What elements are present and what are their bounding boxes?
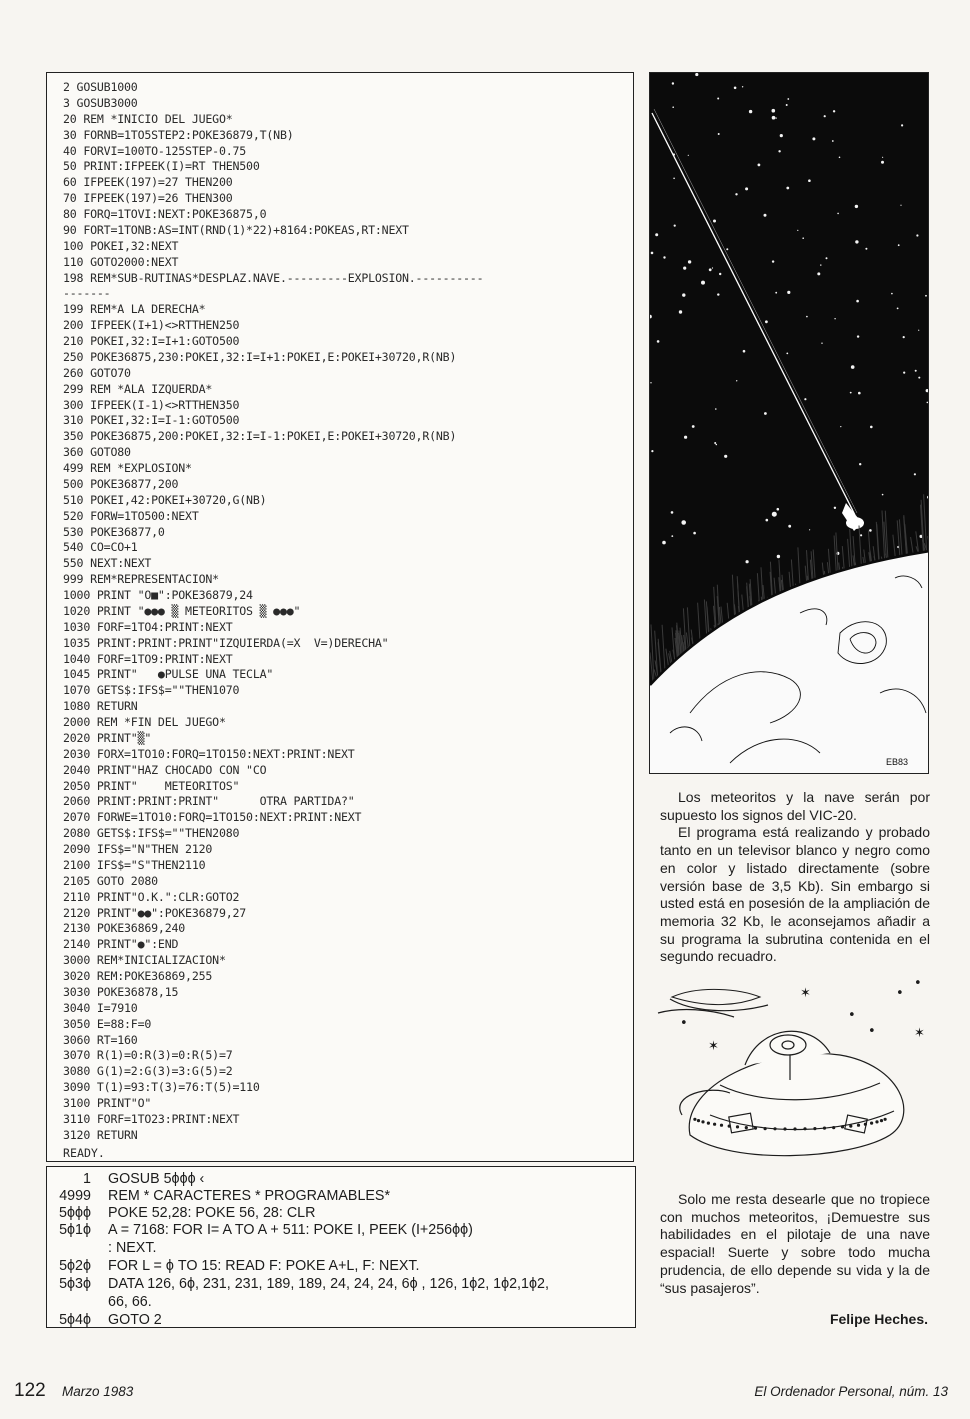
line-number: 5ϕ2ϕ xyxy=(59,1258,91,1274)
closing-text xyxy=(660,1191,930,1297)
code-line: 2140 PRINT"●":END xyxy=(63,937,179,952)
code-line: 3 GOSUB3000 xyxy=(63,95,138,110)
line-code: FOR L = ϕ TO 15: READ F: POKE A+L, F: NEXT. xyxy=(108,1258,420,1274)
code-line: 2090 IFS$="N"THEN 2120 xyxy=(63,842,213,856)
meteor-scene-svg xyxy=(650,73,929,774)
code-line: 3000 REM*INICIALIZACION* xyxy=(63,953,226,968)
magazine-title: El Ordenador Personal, núm. 13 xyxy=(754,1384,948,1399)
ready-prompt: READY. xyxy=(63,1146,105,1160)
svg-text:•: • xyxy=(848,1008,856,1023)
svg-text:✶: ✶ xyxy=(708,1039,719,1054)
code-line: 300 IFPEEK(I-1)<>RTTHEN350 xyxy=(63,397,240,412)
code-line: 50 PRINT:IFPEEK(I)=RT THEN500 xyxy=(63,159,260,174)
code-line: 2100 IFS$="S"THEN2110 xyxy=(63,857,206,872)
code-line: 3080 G(1)=2:G(3)=3:G(5)=2 xyxy=(63,1064,233,1079)
code-line: 3120 RETURN xyxy=(63,1127,138,1142)
issue-date: Marzo 1983 xyxy=(62,1384,134,1399)
caption-text xyxy=(660,789,930,966)
line-code: : NEXT. xyxy=(108,1240,157,1256)
code-line: 360 GOTO80 xyxy=(63,445,131,460)
code-line: 3090 T(1)=93:T(3)=76:T(5)=110 xyxy=(63,1080,260,1095)
code-line: 2030 FORX=1TO10:FORQ=1TO150:NEXT:PRINT:NEXT xyxy=(63,746,355,761)
code-line: 30 FORNB=1TO5STEP2:POKE36879,T(NB) xyxy=(63,127,294,142)
code-line: 3110 FORF=1TO23:PRINT:NEXT xyxy=(63,1111,240,1126)
code-line: 60 IFPEEK(197)=27 THEN200 xyxy=(63,175,233,190)
code-line: 2020 PRINT"▒" xyxy=(63,730,152,745)
code-line: 2040 PRINT"HAZ CHOCADO CON "CO xyxy=(63,762,267,777)
line-number: 5ϕϕϕ xyxy=(59,1205,91,1221)
svg-text:•: • xyxy=(680,1016,688,1031)
line-code: DATA 126, 6ϕ, 231, 231, 189, 189, 24, 24, 24, 6ϕ , 126, 1ϕ2, 1ϕ2,1ϕ2, xyxy=(108,1276,549,1292)
line-code: GOTO 2 xyxy=(108,1312,162,1328)
page-number: 122 xyxy=(14,1380,46,1401)
code-line: 200 IFPEEK(I+1)<>RTTHEN250 xyxy=(63,318,240,333)
code-line: 3060 RT=160 xyxy=(63,1032,138,1047)
code-line: 2 GOSUB1000 xyxy=(63,80,138,94)
code-line: 1030 FORF=1TO4:PRINT:NEXT xyxy=(63,619,233,634)
caption-paragraph-2: El programa está realizando y probado tanto en un televisor blanco y negro como en color y listado directamente (sobre versión base de 3,5 Kb). Sin embargo si usted está en posesión de la ampliación de memoria 32 Kb, le aconsejamos añadir a su programa la subrutina contenida en el segundo recuadro. xyxy=(660,824,930,965)
code-line: 350 POKE36875,200:POKEI,32:I=I-1:POKEI,E:POKEI+30720,R(NB) xyxy=(63,429,457,444)
code-line: 999 REM*REPRESENTACION* xyxy=(63,572,219,587)
code-line: 2000 REM *FIN DEL JUEGO* xyxy=(63,715,226,729)
line-number: 5ϕ4ϕ xyxy=(59,1312,91,1328)
code-line: 2080 GETS$:IFS$=""THEN2080 xyxy=(63,826,240,841)
line-number: 5ϕ1ϕ xyxy=(59,1222,91,1238)
code-line: 1020 PRINT "●●● ▒ METEORITOS ▒ ●●●" xyxy=(63,603,301,618)
svg-text:•: • xyxy=(914,976,922,991)
code-line: 250 POKE36875,230:POKEI,32:I=I+1:POKEI,E:POKEI+30720,R(NB) xyxy=(63,349,457,364)
code-line: 1040 FORF=1TO9:PRINT:NEXT xyxy=(63,651,233,666)
svg-text:•: • xyxy=(868,1024,876,1039)
code-line: 2060 PRINT:PRINT:PRINT" OTRA PARTIDA?" xyxy=(63,794,355,809)
svg-text:✶: ✶ xyxy=(914,1026,925,1041)
code-line: 499 REM *EXPLOSION* xyxy=(63,461,192,475)
line-code: 66, 66. xyxy=(108,1294,152,1310)
code-line: 1035 PRINT:PRINT:PRINT"IZQUIERDA(=X V=)DERECHA" xyxy=(63,635,389,650)
code-line: 1070 GETS$:IFS$=""THEN1070 xyxy=(63,683,240,698)
code-line: 1080 RETURN xyxy=(63,699,138,714)
code-line: 20 REM *INICIO DEL JUEGO* xyxy=(63,111,233,126)
code-lines xyxy=(63,80,625,1144)
code-line: 90 FORT=1TONB:AS=INT(RND(1)*22)+8164:POKEAS,RT:NEXT xyxy=(63,222,409,237)
code-line: 3030 POKE36878,15 xyxy=(63,984,179,999)
code-line: 2110 PRINT"O.K.":CLR:GOTO2 xyxy=(63,889,240,904)
line-number: 4999 xyxy=(59,1188,91,1204)
code-line: 510 POKEI,42:POKEI+30720,G(NB) xyxy=(63,492,267,507)
code-line: 3070 R(1)=0:R(3)=0:R(5)=7 xyxy=(63,1048,233,1063)
author-signature: Felipe Heches. xyxy=(829,1311,928,1327)
illustration-signature: EB83 xyxy=(886,757,909,767)
code-line: 3050 E=88:F=0 xyxy=(63,1016,152,1031)
line-code: A = 7168: FOR I= A TO A + 511: POKE I, PEEK (I+256ϕϕ) xyxy=(108,1222,473,1238)
code-line: 530 POKE36877,0 xyxy=(63,524,165,539)
code-line: 40 FORVI=100TO-125STEP-0.75 xyxy=(63,143,247,158)
svg-text:•: • xyxy=(896,986,904,1001)
meteor-illustration xyxy=(649,72,929,774)
code-line: 199 REM*A LA DERECHA* xyxy=(63,302,206,317)
code-line: 210 POKEI,32:I=I+1:GOTO500 xyxy=(63,334,240,348)
code-line: 80 FORQ=1TOVI:NEXT:POKE36875,0 xyxy=(63,207,267,221)
code-line: 550 NEXT:NEXT xyxy=(63,556,152,571)
code-line: 3040 I=7910 xyxy=(63,1000,138,1015)
code-line: ------- xyxy=(63,286,111,301)
code-line: 2120 PRINT"●●":POKE36879,27 xyxy=(63,905,247,920)
code-line: 260 GOTO70 xyxy=(63,365,131,380)
code-line: 540 CO=CO+1 xyxy=(63,540,138,555)
line-number: 1 xyxy=(83,1171,91,1187)
line-code: REM * CARACTERES * PROGRAMABLES* xyxy=(108,1188,391,1204)
code-line: 520 FORW=1TO500:NEXT xyxy=(63,508,199,523)
program-listing xyxy=(46,72,634,1162)
code-line: 3100 PRINT"O" xyxy=(63,1096,152,1110)
ufo-illustration xyxy=(650,975,940,1185)
code-line: 1000 PRINT "O■":POKE36879,24 xyxy=(63,588,253,602)
code-line: 500 POKE36877,200 xyxy=(63,476,179,491)
code-line: 100 POKEI,32:NEXT xyxy=(63,238,179,253)
code-line: 2070 FORWE=1TO10:FORQ=1TO150:NEXT:PRINT:NEXT xyxy=(63,810,362,825)
code-line: 1045 PRINT" ●PULSE UNA TECLA" xyxy=(63,667,274,682)
line-code: GOSUB 5ϕϕϕ ‹ xyxy=(108,1171,205,1187)
code-line: 2105 GOTO 2080 xyxy=(63,873,158,888)
code-line: 198 REM*SUB-RUTINAS*DESPLAZ.NAVE.---------EXPLOSION.---------- xyxy=(63,270,484,285)
code-line: 299 REM *ALA IZQUERDA* xyxy=(63,381,213,396)
line-code: POKE 52,28: POKE 56, 28: CLR xyxy=(108,1205,316,1221)
code-line: 310 POKEI,32:I=I-1:GOTO500 xyxy=(63,413,240,428)
code-line: 2050 PRINT" METEORITOS" xyxy=(63,778,240,793)
code-line: 3020 REM:POKE36869,255 xyxy=(63,969,213,983)
line-number: 5ϕ3ϕ xyxy=(59,1276,91,1292)
code-line: 2130 POKE36869,240 xyxy=(63,921,186,936)
closing-paragraph: Solo me resta desearle que no tropiece con muchos meteoritos, ¡Demuestre sus habilidades en el pilotaje de una nave espacial! Suerte y sobre todo mucha prudencia, de ello depende su vida y la de “sus pasajeros”. xyxy=(660,1191,930,1296)
caption-paragraph-1: Los meteoritos y la nave serán por supuesto los signos del VIC-20. xyxy=(660,789,930,823)
svg-text:✶: ✶ xyxy=(800,986,811,1001)
code-line: 70 IFPEEK(197)=26 THEN300 xyxy=(63,191,233,206)
programmable-characters-listing xyxy=(46,1166,636,1328)
code-line: 110 GOTO2000:NEXT xyxy=(63,254,179,269)
